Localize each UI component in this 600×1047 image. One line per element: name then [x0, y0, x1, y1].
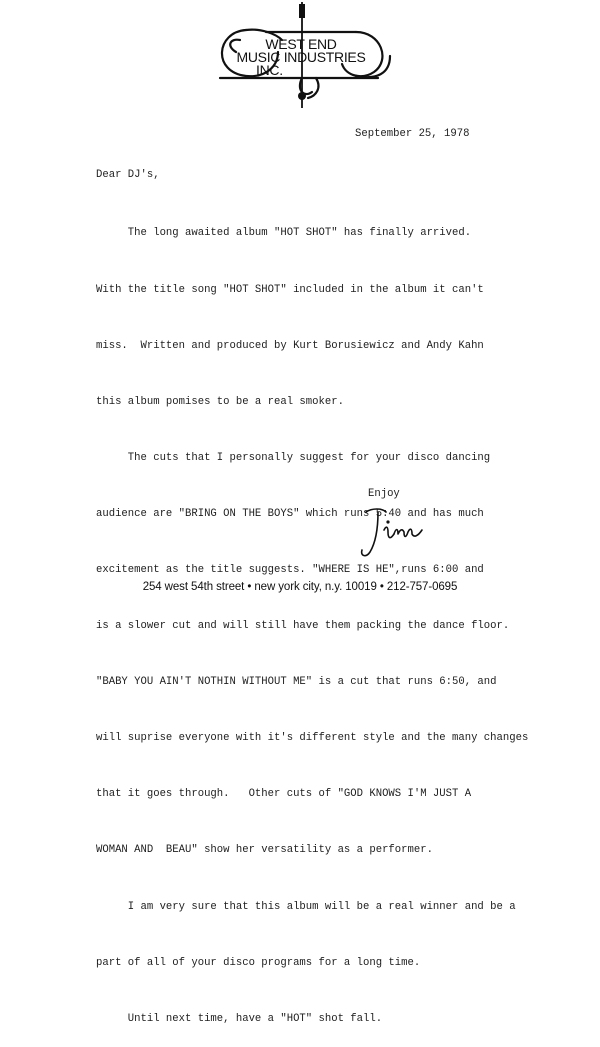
body-line: miss. Written and produced by Kurt Borusiewicz and Andy Kahn	[96, 339, 484, 352]
body-line: that it goes through. Other cuts of "GOD KNOWS I'M JUST A	[96, 788, 472, 801]
letterhead-line-1: WEST END	[265, 36, 337, 52]
letter-date: September 25, 1978	[355, 128, 470, 140]
body-line: The long awaited album "HOT SHOT" has finally arrived.	[96, 227, 472, 240]
body-line: Until next time, have a "HOT" shot fall.	[96, 1012, 383, 1025]
handwritten-signature	[352, 500, 432, 560]
signature-graphic	[352, 500, 432, 560]
body-line: With the title song "HOT SHOT" included in the album it can't	[96, 283, 484, 296]
body-line: WOMAN AND BEAU" show her versatility as a performer.	[96, 844, 433, 857]
body-line: this album pomises to be a real smoker.	[96, 395, 344, 408]
letterhead-line-2: MUSIC INDUSTRIES	[236, 49, 366, 65]
letter-closing: Enjoy	[368, 488, 400, 500]
letter-body	[96, 187, 528, 1047]
letterhead-wordmark	[206, 38, 396, 77]
body-line: excitement as the title suggests. "WHERE IS HE",runs 6:00 and	[96, 563, 484, 576]
letterhead-line-3: INC.	[256, 62, 283, 78]
body-line: audience are "BRING ON THE BOYS" which runs 5:40 and has much	[96, 507, 484, 520]
letter-salutation: Dear DJ's,	[96, 169, 160, 181]
body-line: part of all of your disco programs for a long time.	[96, 956, 421, 969]
body-line: will suprise everyone with it's different style and the many changes	[96, 732, 529, 745]
body-line: is a slower cut and will still have them packing the dance floor.	[96, 620, 510, 633]
body-line: "BABY YOU AIN'T NOTHIN WITHOUT ME" is a cut that runs 6:50, and	[96, 676, 497, 689]
body-line: I am very sure that this album will be a real winner and be a	[96, 900, 516, 913]
letterhead-logo	[206, 0, 396, 110]
letterhead-footer-address: 254 west 54th street • new york city, n.y. 10019 • 212-757-0695	[142, 581, 458, 593]
body-line: The cuts that I personally suggest for your disco dancing	[96, 451, 491, 464]
